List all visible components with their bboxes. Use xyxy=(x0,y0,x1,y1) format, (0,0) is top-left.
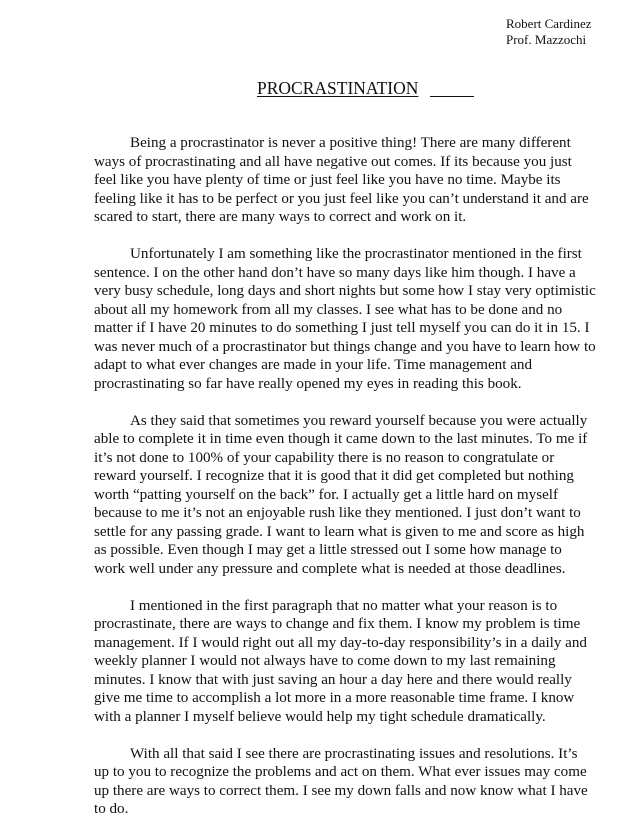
paragraph-3: As they said that sometimes you reward yourself because you were actually able to complete it in time even though it came down to the last minutes. To me if it’s not done to 100% of your capability there is no reason to congratulate or reward yourself. I recognize that it is good that it did get completed but nothing worth “patting yourself on the back” for. I actually get a little hard on myself because to me it’s not an enjoyable rush like they mentioned. I just don’t want to settle for any passing grade. I want to learn what is given to me and score as high as possible. Even though I may get a little stressed out I some how manage to work well under any pressure and complete what is needed at those deadlines. xyxy=(94,412,588,577)
author-name: Robert Cardinez xyxy=(506,16,592,31)
paragraph-4: I mentioned in the first paragraph that no matter what your reason is to procrastinate, there are ways to change and fix them. I know my problem is time management. If I would right out all my day-to-day responsibility’s in a daily and weekly planner I would not always have to come down to my last remaining minutes. I know that with just saving an hour a day here and there would really give me time to accomplish a lot more in a more reasonable time frame. I know with a planner I myself believe would help my tight schedule dramatically. xyxy=(94,597,587,725)
instructor-name: Prof. Mazzochi xyxy=(506,32,587,47)
title-underline-trail xyxy=(430,96,474,97)
paragraph-1: Being a procrastinator is never a positive thing! There are many different ways of procrastinating and all have negative out comes. If its because you just feel like you have plenty of time or just feel like you have no time. Maybe its feeling like it has to be perfect or you just feel like you can’t understand it and are scared to start, there are many ways to correct and work on it. xyxy=(94,135,589,225)
header-block xyxy=(506,16,592,48)
essay-title: PROCRASTINATION xyxy=(257,78,419,98)
paragraph-2: Unfortunately I am something like the procrastinator mentioned in the first sentence. I on the other hand don’t have so many days like him though. I have a very busy schedule, long days and short nights but some how I stay very optimistic about all my homework from all my classes. I see what has to be done and no matter if I have 20 minutes to do something I just tell myself you can do it in 15. I was never much of a procrastinator but things change and you have to learn how to adapt to what ever changes are made in your life. Time management and procrastinating so far have really opened my eyes in reading this book. xyxy=(94,246,596,392)
paragraph-5: With all that said I see there are procrastinating issues and resolutions. It’s up to you to recognize the problems and act on them. What ever issues may come up there are ways to correct them. I see my down falls and now know what I have to do. xyxy=(94,745,588,817)
essay-body xyxy=(94,134,596,837)
